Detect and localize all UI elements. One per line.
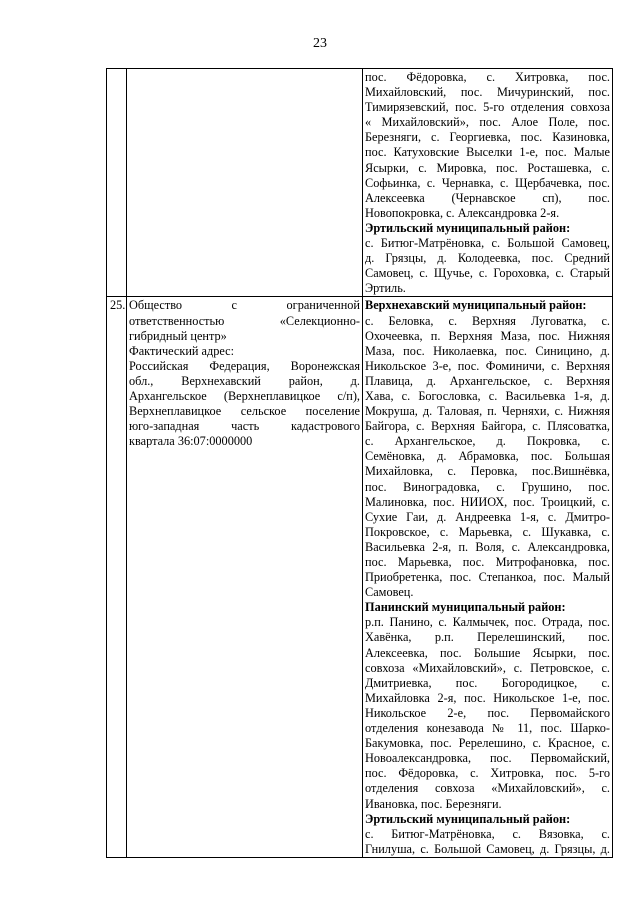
district-heading: Верхнехавский муниципальный район: (365, 298, 587, 313)
settlement-line: Михайловский, пос. Мичуринский, пос. (365, 85, 610, 100)
organizations-table (106, 68, 613, 858)
district-heading: Эртильский муниципальный район: (365, 220, 571, 235)
row-number (107, 69, 127, 297)
organization-cell (127, 69, 363, 297)
settlement-line: Охочеевка, п. Верхняя Маза, пос. Нижняя (365, 328, 610, 343)
settlement-line: Никольское 2-е, пос. Первомайского (365, 705, 610, 720)
service-area-cell (363, 69, 613, 297)
organization-name-line: ответственностью «Селекционно- (129, 313, 360, 328)
settlement-line: Тимирязевский, пос. 5-го отделения совхоза (365, 100, 610, 115)
settlement-line: пос. Фёдоровка, с. Хитровка, пос. (365, 70, 610, 84)
address-line: квартала 36:07:0000000 (129, 434, 253, 449)
settlement-line: Ясырки, с. Мировка, пос. Росташевка, с. (365, 160, 610, 175)
address-label: Фактический адрес: (129, 343, 235, 358)
settlement-line: Васильевка 2-я, п. Воля, с. Александровка, (365, 539, 610, 554)
settlement-line: Плавица, д. Архангельское, с. Верхняя (365, 373, 610, 388)
settlement-line: Самовец. (365, 585, 414, 600)
settlement-line: Новоалександровка, пос. Первомайский, (365, 751, 610, 766)
settlement-line: Покровское, с. Марьевка, с. Шукавка, с. (365, 524, 610, 539)
settlement-line: пос. Катуховские Выселки 1-е, пос. Малые (365, 145, 610, 160)
organization-name-line: Общество с ограниченной (129, 298, 360, 313)
settlement-line: « Михайловский», пос. Алое Поле, пос. (365, 115, 610, 130)
settlement-line: совхоза «Михайловский», с. Петровское, с. (365, 660, 610, 675)
settlement-line: Алексеевка (Чернавское сп), пос. (365, 190, 610, 205)
settlement-line: с. Битюг-Матрёновка, с. Вязовка, с. (365, 826, 610, 841)
settlement-line: Хава, с. Богословка, с. Васильевка 1-я, д. (365, 388, 610, 403)
settlement-line: Дмитриевка, пос. Богородицкое, с. (365, 675, 610, 690)
settlement-line: Софьинка, с. Чернавка, с. Щербачевка, пос. (365, 175, 610, 190)
settlement-line: Новопокровка, с. Александровка 2-я. (365, 205, 560, 220)
settlement-line: отделения совхоза «Михайловский», с. (365, 781, 610, 796)
address-line: юго-западная часть кадастрового (129, 419, 360, 434)
settlement-line: пос. Фёдоровка, с. Хитровка, пос. 5-го (365, 766, 610, 781)
organization-name-line: гибридный центр» (129, 328, 227, 343)
settlement-line: Сухие Гаи, д. Андреевка 1-я, с. Дмитро- (365, 509, 610, 524)
settlement-line: Семёновка, д. Абрамовка, пос. Большая (365, 449, 610, 464)
settlement-line: отделения конезавода № 11, пос. Шарко- (365, 721, 610, 736)
settlement-line: Самовец, с. Щучье, с. Гороховка, с. Старый (365, 266, 610, 281)
service-area-cell (363, 297, 613, 857)
settlement-line: р.п. Панино, с. Калмычек, пос. Отрада, пос. (365, 615, 610, 630)
settlement-line: Березняги, с. Георгиевка, пос. Казиновка, (365, 130, 610, 145)
settlement-line: с. Беловка, с. Верхняя Луговатка, с. (365, 313, 610, 328)
settlement-line: пос. Виноградовка, с. Грушино, пос. (365, 479, 610, 494)
address-line: Российская Федерация, Воронежская (129, 358, 360, 373)
settlement-line: Никольское 3-е, пос. Фоминичи, с. Верхняя (365, 358, 610, 373)
address-line: Архангельское (Верхнеплавицкое с/п), (129, 388, 360, 403)
row-number: 25. (107, 297, 127, 857)
page-number: 23 (313, 36, 327, 51)
settlement-line: Михайловка, с. Перовка, пос.Вишнёвка, (365, 464, 610, 479)
settlement-line: Байгора, с. Верхняя Байгора, с. Плясоватка, (365, 419, 610, 434)
settlement-line: Алексеевка, пос. Большие Ясырки, пос. (365, 645, 610, 660)
settlement-line: Гнилуша, с. Большой Самовец, д. Грязцы, д. (365, 841, 610, 856)
settlement-line: с. Битюг-Матрёновка, с. Большой Самовец, (365, 236, 610, 251)
settlement-line: Хавёнка, р.п. Перелешинский, пос. (365, 630, 610, 645)
address-line: Верхнеплавицкое сельское поселение (129, 404, 360, 419)
settlement-line: с. Архангельское, д. Покровка, с. (365, 434, 610, 449)
table-row (107, 297, 613, 857)
district-heading: Эртильский муниципальный район: (365, 811, 571, 826)
table-row (107, 69, 613, 297)
address-line: обл., Верхнехавский район, д. (129, 373, 360, 388)
settlement-line: Ивановка, пос. Березняги. (365, 796, 502, 811)
settlement-line: Михайловка 2-я, пос. Никольское 1-е, пос. (365, 690, 610, 705)
district-heading: Панинский муниципальный район: (365, 600, 566, 615)
organization-cell (127, 297, 363, 857)
settlement-line: Малиновка, пос. НИИОХ, пос. Троицкий, с. (365, 494, 610, 509)
settlement-line: Бакумовка, пос. Ререлешино, с. Красное, с. (365, 736, 610, 751)
settlement-line: Эртиль. (365, 281, 406, 296)
settlement-line: Приобретенка, пос. Степанкоа, пос. Малый (365, 570, 610, 585)
settlement-line: Мокруша, д. Таловая, п. Черняхи, с. Нижняя (365, 404, 610, 419)
settlement-line: д. Грязцы, д. Колодеевка, пос. Средний (365, 251, 610, 266)
settlement-line: Маза, пос. Николаевка, пос. Синицино, д. (365, 343, 610, 358)
settlement-line: пос. Марьевка, пос. Митрофановка, пос. (365, 555, 610, 569)
